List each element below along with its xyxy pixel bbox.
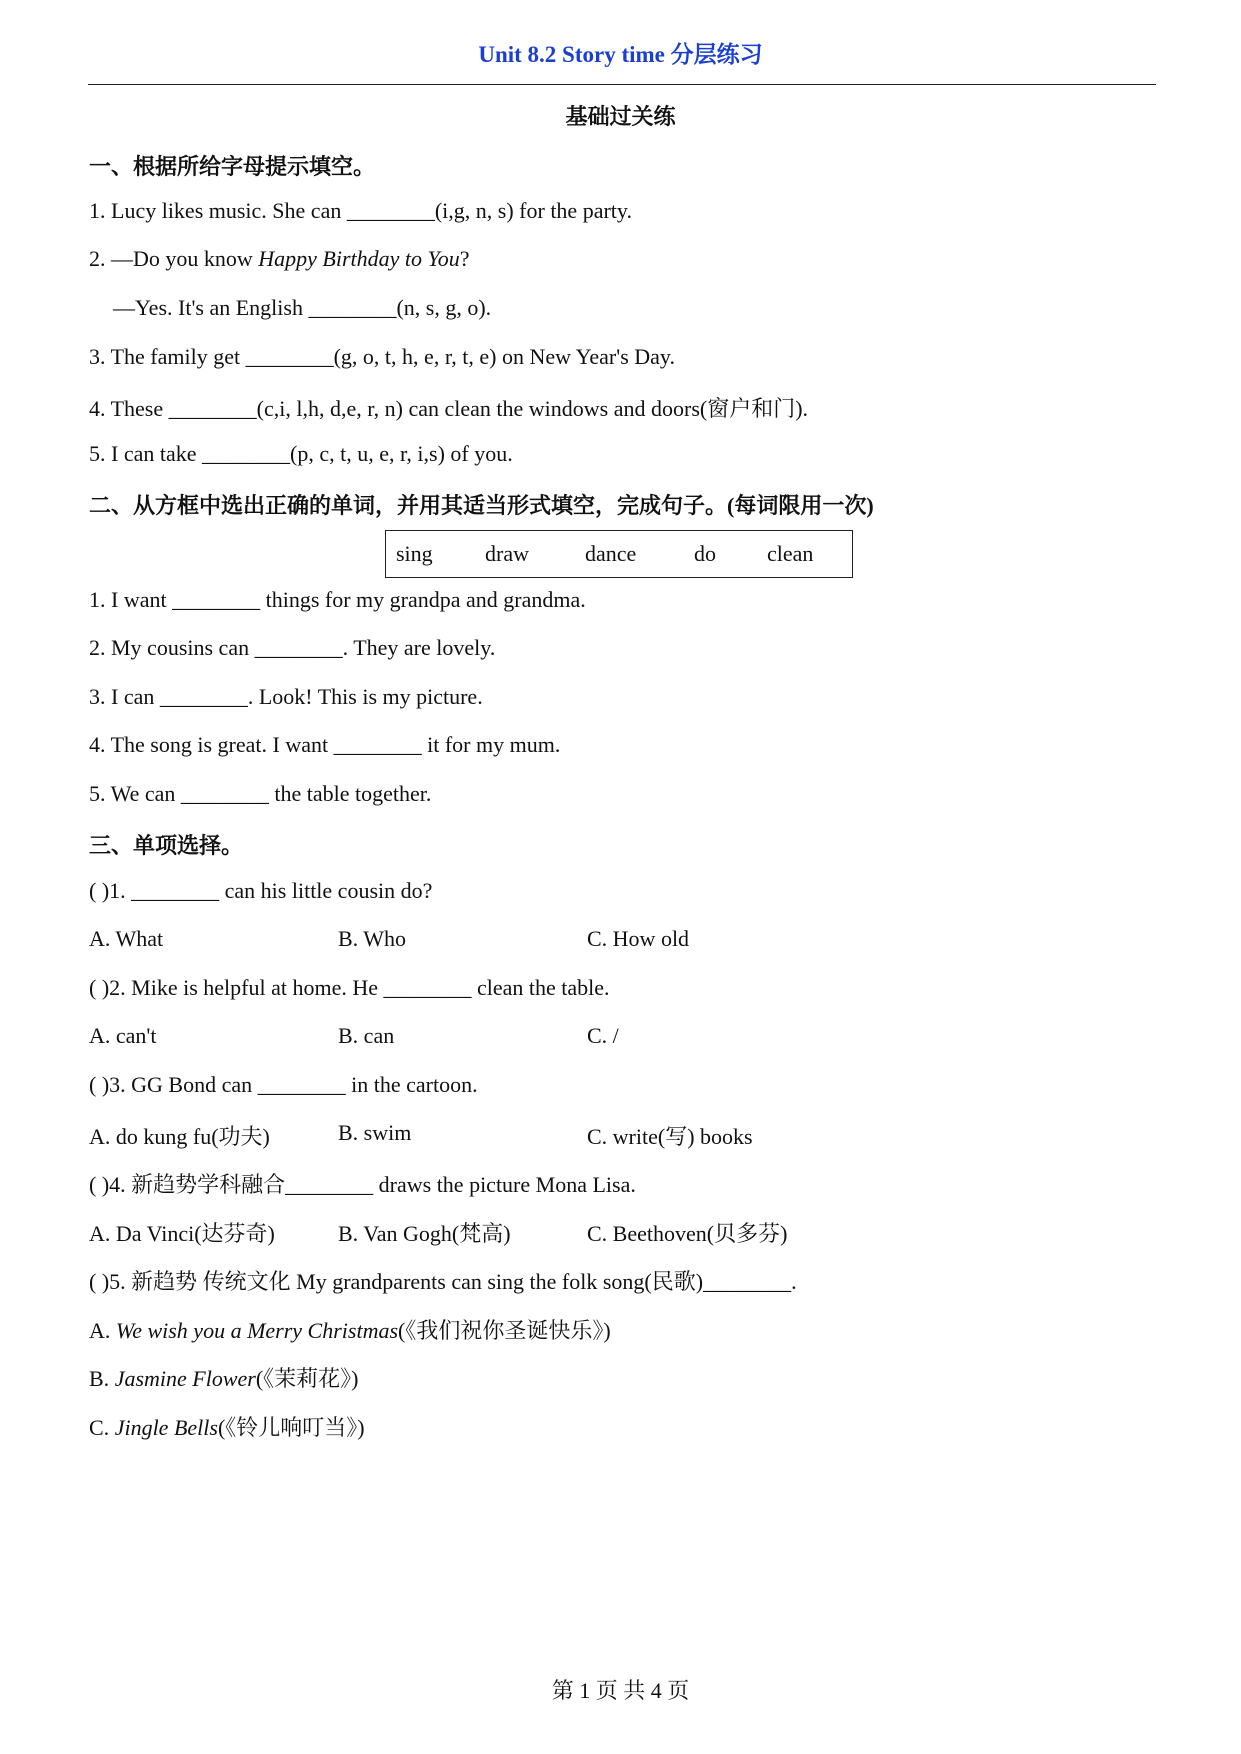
section3-heading: 三、单项选择。	[89, 833, 244, 858]
choice-5-option-c: C. Jingle Bells(《铃儿响叮当》)	[89, 1415, 365, 1440]
section1-question-1: 1. Lucy likes music. She can ________(i,g, n, s) for the party.	[89, 198, 632, 223]
word-box-item: clean	[767, 541, 814, 566]
choice-question-3: ( )3. GG Bond can ________ in the cartoon.	[89, 1072, 478, 1097]
choice-1-option-c: C. How old	[587, 926, 690, 951]
choice-question-2: ( )2. Mike is helpful at home. He ________ clean the table.	[89, 975, 610, 1000]
section1-question-3: 3. The family get ________(g, o, t, h, e, r, t, e) on New Year's Day.	[89, 344, 675, 369]
section-subtitle: 基础过关练	[565, 104, 676, 129]
section2-question-2: 2. My cousins can ________. They are lovely.	[89, 635, 496, 660]
word-box-item: sing	[396, 541, 433, 566]
choice-question-4: ( )4. 新趋势学科融合________ draws the picture Mona Lisa.	[89, 1172, 636, 1197]
choice-question-5: ( )5. 新趋势 传统文化 My grandparents can sing the folk song(民歌)________.	[89, 1269, 797, 1294]
section2-heading: 二、从方框中选出正确的单词，并用其适当形式填空，完成句子。(每词限用一次)	[89, 493, 874, 518]
choice-3-option-a: A. do kung fu(功夫)	[89, 1124, 270, 1149]
section1-question-2-answer: —Yes. It's an English ________(n, s, g, o).	[113, 295, 492, 320]
page-number-footer: 第 1 页 共 4 页	[551, 1678, 690, 1703]
header-divider	[88, 84, 1156, 85]
choice-1-option-b: B. Who	[338, 926, 407, 951]
section1-question-4: 4. These ________(c,i, l,h, d,e, r, n) can clean the windows and doors(窗户和门).	[89, 396, 809, 421]
choice-5-option-b: B. Jasmine Flower(《茉莉花》)	[89, 1366, 359, 1391]
section2-question-3: 3. I can ________. Look! This is my picture.	[89, 684, 483, 709]
choice-5-option-a: A. We wish you a Merry Christmas(《我们祝你圣诞快乐》)	[89, 1318, 611, 1343]
song-title: Happy Birthday to You	[258, 246, 460, 271]
choice-4-option-b: B. Van Gogh(梵高)	[338, 1221, 511, 1246]
document-header-title: Unit 8.2 Story time 分层练习	[478, 42, 763, 67]
section2-question-5: 5. We can ________ the table together.	[89, 781, 432, 806]
word-box-item: dance	[585, 541, 637, 566]
choice-3-option-c: C. write(写) books	[587, 1124, 753, 1149]
choice-4-option-c: C. Beethoven(贝多芬)	[587, 1221, 788, 1246]
choice-question-1: ( )1. ________ can his little cousin do?	[89, 878, 433, 903]
word-box	[385, 530, 853, 578]
section1-question-5: 5. I can take ________(p, c, t, u, e, r, i,s) of you.	[89, 441, 513, 466]
choice-4-option-a: A. Da Vinci(达芬奇)	[89, 1221, 275, 1246]
section1-question-2: 2. —Do you know Happy Birthday to You?	[89, 246, 470, 271]
choice-3-option-b: B. swim	[338, 1120, 412, 1145]
word-box-item: do	[694, 541, 716, 566]
section2-question-1: 1. I want ________ things for my grandpa and grandma.	[89, 587, 586, 612]
choice-1-option-a: A. What	[89, 926, 164, 951]
choice-2-option-c: C. /	[587, 1023, 619, 1048]
choice-2-option-b: B. can	[338, 1023, 395, 1048]
word-box-item: draw	[485, 541, 529, 566]
section1-heading: 一、根据所给字母提示填空。	[89, 154, 376, 179]
section2-question-4: 4. The song is great. I want ________ it for my mum.	[89, 732, 561, 757]
choice-2-option-a: A. can't	[89, 1023, 157, 1048]
